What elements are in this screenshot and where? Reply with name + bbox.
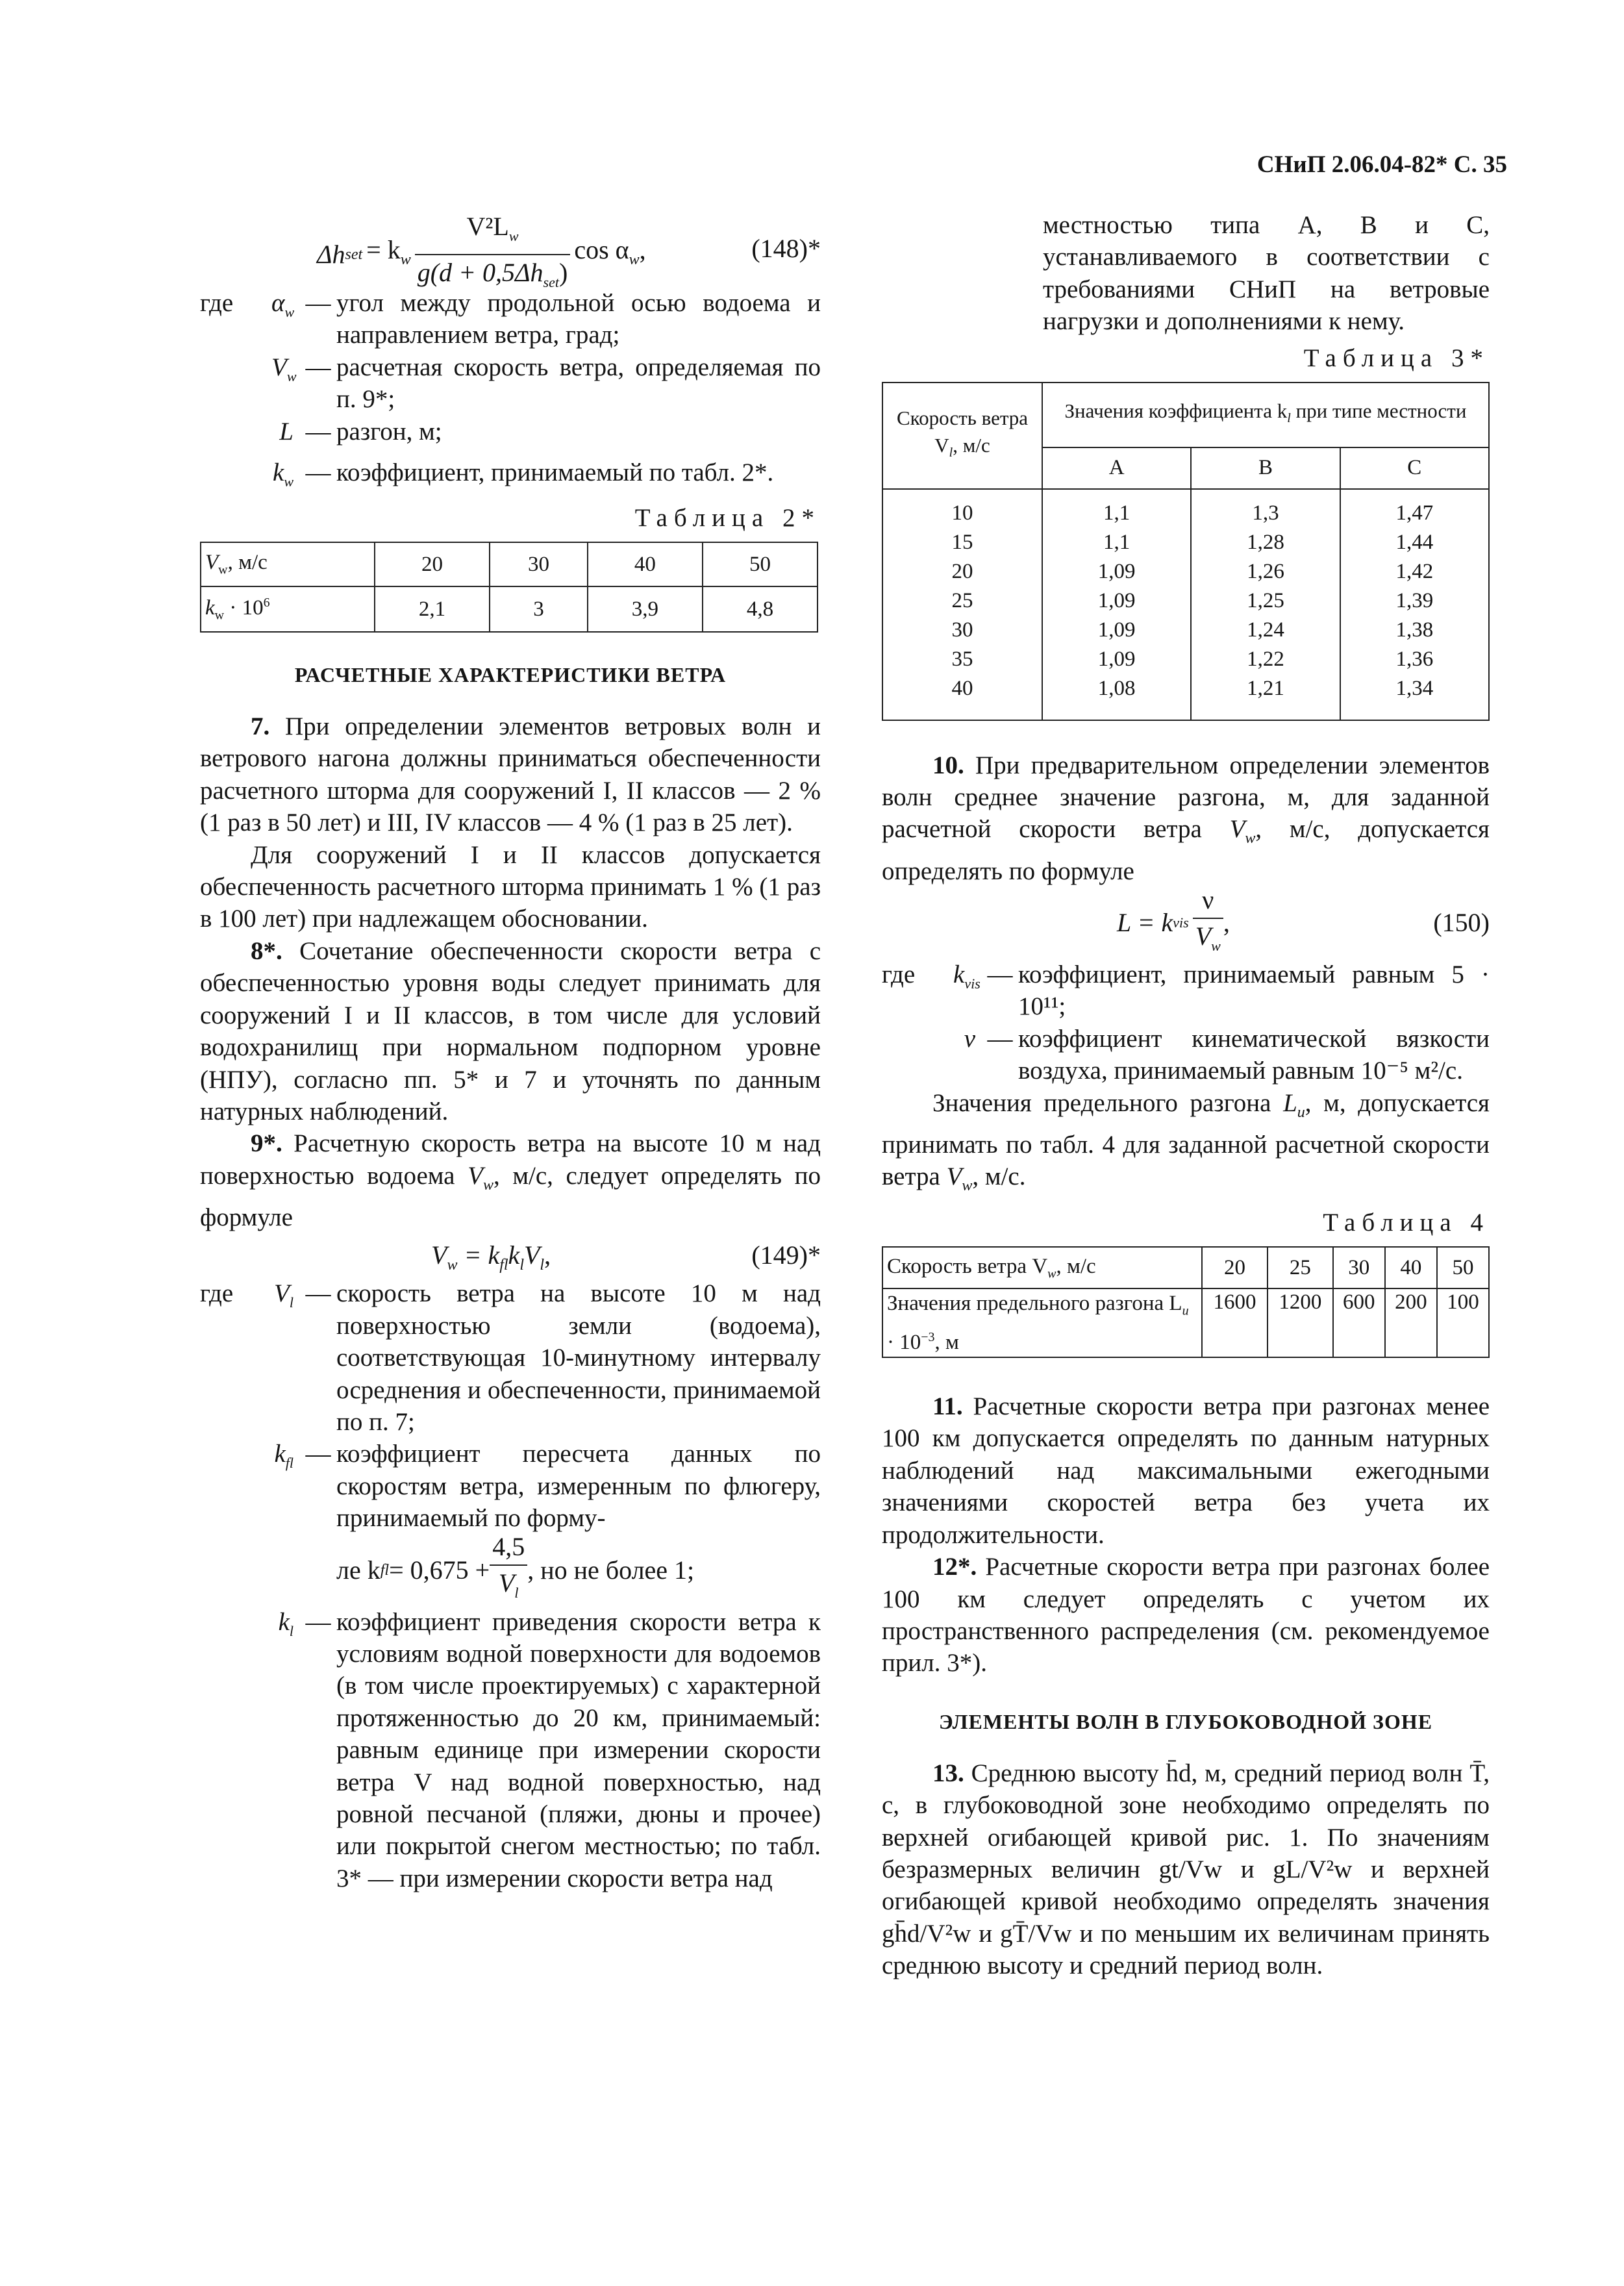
clause-11: 11. Расчетные скорости ветра при разгонах менее 100 км допускается определять по данным натурных наблюдений над максимальными ежегодными значениями скоростей ветра без учета их продолжительности.: [882, 1392, 1490, 1549]
legend-text: расчетная скорость ветра, определяемая по п. 9*;: [336, 353, 821, 414]
legend-symbol: $V_w$: [271, 353, 297, 384]
legend-dash: —: [305, 353, 331, 381]
legend-text: коэффициент, принимаемый равным 5 · 10¹¹;: [1018, 961, 1490, 1021]
continued-text: местностью типа А, В и С, устанавливаемого в соответствии с требованиями СНиП на ветровые нагрузки и дополнениями к нему.: [1043, 211, 1490, 336]
legend-lead: [200, 1438, 271, 1534]
legend-text: коэффициент кинематической вязкости воздуха, принимаемый равным 10⁻⁵ м²/с.: [1018, 1024, 1490, 1085]
table-4: Скорость ветра $V_w$, м/с 20 25 30 40 50 Значения предельного разгона $L_u \cdot 10^{-3}$, м 1600 1200 600 200 100: [882, 1246, 1490, 1358]
legend-text: коэффициент, принимаемый по табл. 2*.: [336, 458, 774, 486]
legend-150: [882, 959, 1490, 1087]
clause-12: 12*. Расчетные скорости ветра при разгонах более 100 км следует определять с учетом их пространственного распределения (см. рекомендуемое прил. 3*).: [882, 1553, 1490, 1677]
legend-symbol: $k_{fl}$: [274, 1440, 294, 1472]
clause-7-note: Для сооружений I и II классов допускается обеспеченность расчетного шторма принимать 1 % (1 раз в 100 лет) при надлежащем обосновании.: [200, 840, 821, 933]
clause-9: 9*. Расчетную скорость ветра на высоте 10 м над поверхностью водоема $V_w$, м/с, следует определять по формуле: [200, 1129, 821, 1231]
legend-dash: —: [305, 289, 331, 317]
formula-kfl: ле k fl = 0,675 + $\frac{4,5}{V_l}$ , но не более 1;: [200, 1535, 821, 1606]
left-column: [200, 209, 821, 1894]
table2-caption: Таблица 2*: [634, 504, 821, 533]
symbol-kl: $k_l$: [278, 1607, 294, 1639]
legend-lead: где: [200, 289, 234, 317]
legend-symbol: $k_w$: [273, 458, 294, 490]
legend-dash: —: [305, 1440, 331, 1468]
legend-symbol: ν: [964, 1024, 975, 1053]
table-2: $V_w$, м/с 20 30 40 50 $k_w \cdot 10^6$ 2,1 3 3,9 4,8: [200, 542, 818, 633]
formula-148: Δh set = $k_w$ $\frac{V^2L_w}{g(d + 0,5\Delta h_{set})}$ $\cos \alpha_w$, (148)*: [200, 209, 821, 287]
legend-lead: где: [200, 1279, 234, 1308]
legend-symbol: $\alpha_w$: [271, 289, 295, 320]
legend-text: скорость ветра на высоте 10 м над поверхностью земли (водоема), соответствующая 10-минутному интервалу осреднения и обеспеченности, принимаемой по п. 7;: [336, 1279, 821, 1436]
clause-13: 13. Среднюю высоту h̄d, м, средний период волн T̄, с, в глубоководной зоне необходимо определять по верхней огибающей кривой рис. 1. По значениям безразмерных величин gt/Vw и gL/V²w и верхней огибающей кривой необходимо определять значения gh̄d/V²w и gT̄/Vw и по меньшим их величинам принять среднюю высоту и средний период волн.: [882, 1759, 1490, 1980]
legend-dash: —: [987, 1024, 1013, 1053]
clause-8: 8*. Сочетание обеспеченности скорости ветра с обеспеченностью уровня воды следует принимать для сооружений I и II классов, в том числе для условий водохранилищ при нормальном подпорном уровне (НПУ), согласно пп. 5* и 7 и уточнять по данным натурных наблюдений.: [200, 936, 821, 1125]
limit-fetch-text: Значения предельного разгона $L_u$, м, допускается принимать по табл. 4 для заданной расчетной скорости ветра $V_w$, м/с.: [882, 1088, 1490, 1195]
section-title-deepwater: ЭЛЕМЕНТЫ ВОЛН В ГЛУБОКОВОДНОЙ ЗОНЕ: [938, 1709, 1433, 1733]
legend-text: угол между продольной осью водоема и направлением ветра, град;: [336, 289, 821, 349]
legend-dash: —: [305, 417, 331, 446]
right-column: [882, 209, 1490, 1982]
legend-dash: —: [305, 458, 331, 486]
clause-7: 7. При определении элементов ветровых волн и ветрового нагона должны приниматься обеспеченности расчетного шторма для сооружений I, II классов — 2 % (1 раз в 50 лет) и III, IV классов — 4 % (1 раз в 25 лет).: [200, 712, 821, 837]
formula-150: L = k vis $\frac{\nu}{V_w}$ , (150): [882, 887, 1490, 959]
legend-dash: —: [305, 1279, 331, 1308]
legend-lead: [200, 351, 271, 416]
clause-10: 10. При предварительном определении элементов волн среднее значение разгона, м, для заданной расчетной скорости ветра $V_w$, м/с, допускается определять по формуле: [882, 751, 1490, 885]
legend-149: [200, 1277, 821, 1534]
legend-lead: [200, 457, 271, 497]
legend-lead: [200, 416, 271, 457]
legend-text: коэффициент пересчета данных по скоростям ветра, измеренным по флюгеру, принимаемый по форму-: [336, 1440, 821, 1533]
section-title-wind: РАСЧЕТНЫЕ ХАРАКТЕРИСТИКИ ВЕТРА: [294, 663, 727, 687]
legend-symbol: $k_{vis}$: [953, 961, 981, 992]
legend-dash: —: [987, 961, 1013, 989]
legend-kl: $k_l$ — коэффициент приведения скорости ветра к условиям водной поверхности для водоемов (в том числе проектируемых) с характерной протяженностью до 20 км, принимаемый: равным единице при измерении скорости ветра V над водной поверхностью, над ровной песчаной (пляжи, дюны и прочее) или покрытой снегом местностью; по табл. 3* — при измерении скорости ветра над: [200, 1606, 821, 1895]
legend-symbol: $V_l$: [274, 1279, 294, 1311]
legend-148: [200, 287, 821, 497]
running-title: СНиП 2.06.04-82* С. 35: [1256, 151, 1507, 178]
legend-text: разгон, м;: [336, 417, 442, 446]
legend-symbol: L: [279, 417, 294, 446]
table4-caption: Таблица 4: [1323, 1209, 1490, 1237]
legend-lead: где: [882, 961, 916, 989]
legend-lead: [882, 1023, 953, 1087]
formula-149: $V_w = k_{fl}k_lV_l$, (149)*: [431, 1240, 821, 1274]
table3-caption: Таблица 3*: [1303, 344, 1490, 372]
table-3: Скорость ветра $V_l$, м/с Значения коэффициента $k_l$ при типе местности А В С 10 15 20 25 30 35 40 1,1 1,1 1,09 1,09 1,09 1,09 1,08 1,3 1,28 1,26 1,25 1,24 1,22 1,21 1,47 1,44 1,42 1,39 1,38 1,36 1,34: [882, 382, 1490, 721]
